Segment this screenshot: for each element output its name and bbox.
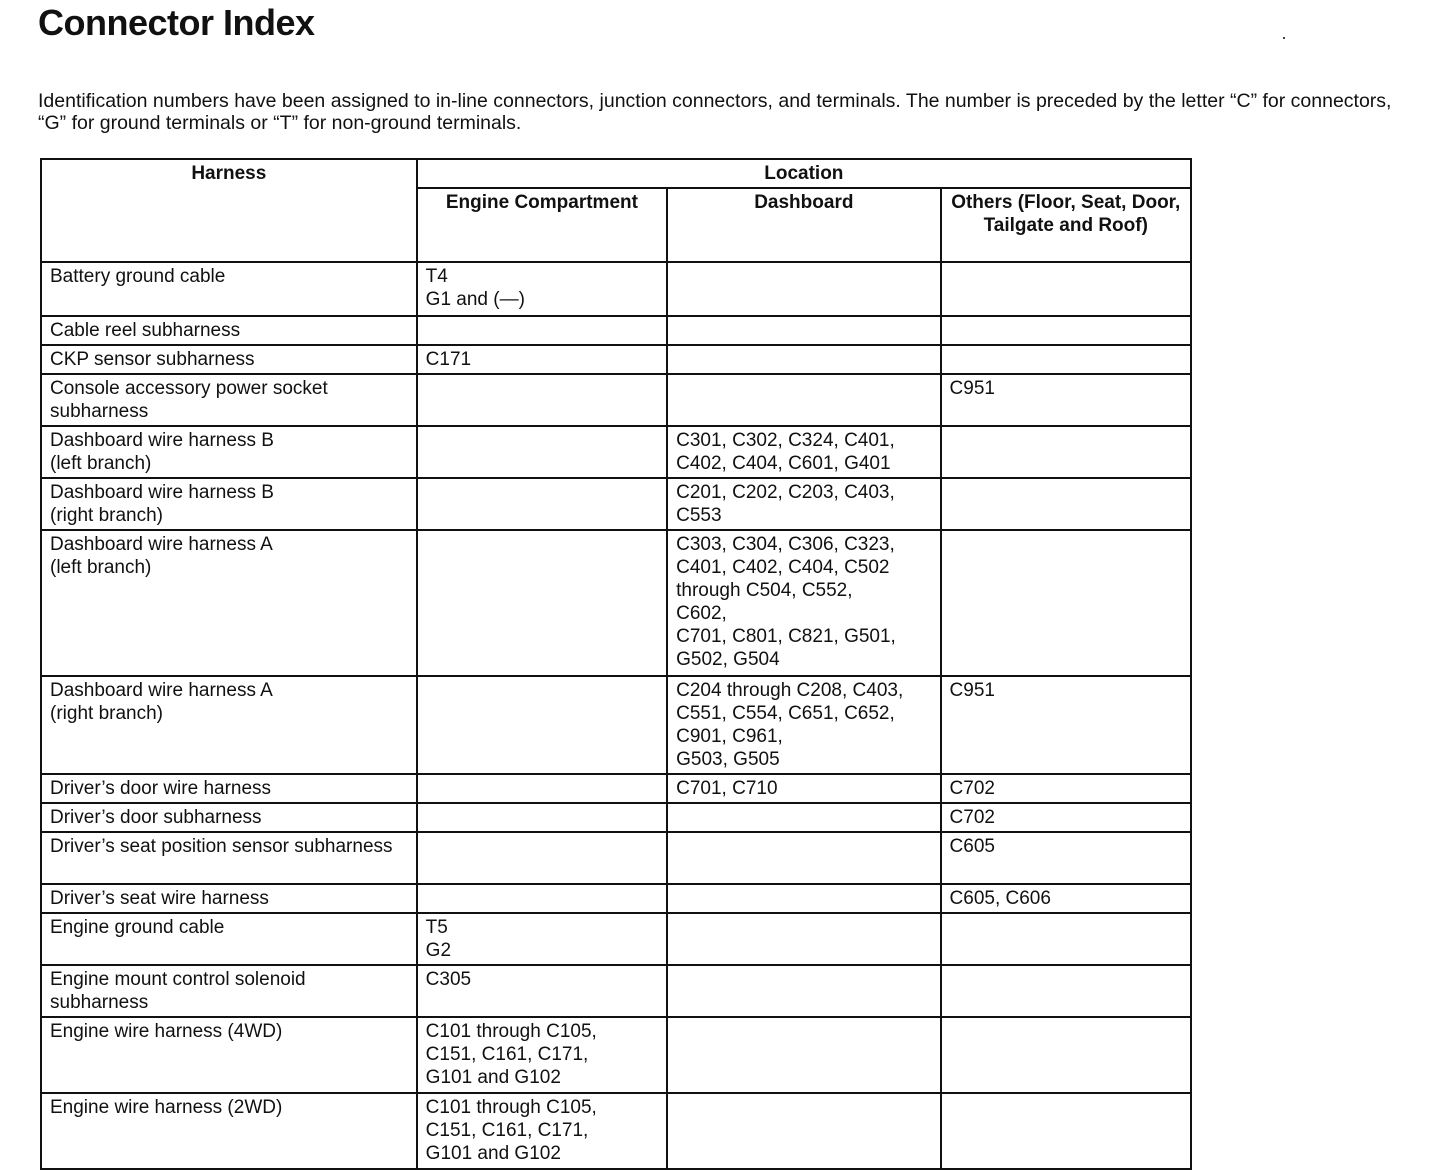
cell-dashboard bbox=[667, 832, 940, 884]
cell-engine bbox=[417, 478, 667, 530]
cell-engine bbox=[417, 530, 667, 676]
cell-dashboard bbox=[667, 374, 940, 426]
table-row bbox=[41, 803, 1191, 832]
cell-harness: Driver’s door wire harness bbox=[41, 774, 417, 803]
cell-harness: Driver’s seat position sensor subharness bbox=[41, 832, 417, 884]
cell-others: C951 bbox=[941, 676, 1191, 774]
cell-engine: T5 G2 bbox=[417, 913, 667, 965]
cell-engine: C305 bbox=[417, 965, 667, 1017]
cell-dashboard: C303, C304, C306, C323, C401, C402, C404, C502 through C504, C552, C602, C701, C801, C821, G501, G502, G504 bbox=[667, 530, 940, 676]
cell-engine bbox=[417, 803, 667, 832]
table-row bbox=[41, 676, 1191, 774]
cell-dashboard bbox=[667, 965, 940, 1017]
header-others: Others (Floor, Seat, Door, Tailgate and Roof) bbox=[941, 188, 1191, 262]
cell-others bbox=[941, 965, 1191, 1017]
cell-others bbox=[941, 262, 1191, 316]
cell-harness: Dashboard wire harness A (right branch) bbox=[41, 676, 417, 774]
cell-dashboard bbox=[667, 316, 940, 345]
cell-engine: C101 through C105, C151, C161, C171, G101 and G102 bbox=[417, 1017, 667, 1093]
cell-others: C702 bbox=[941, 774, 1191, 803]
cell-harness: Engine wire harness (2WD) bbox=[41, 1093, 417, 1169]
table-header bbox=[41, 159, 1191, 262]
cell-harness: Dashboard wire harness A (left branch) bbox=[41, 530, 417, 676]
cell-others bbox=[941, 316, 1191, 345]
cell-others bbox=[941, 426, 1191, 478]
cell-engine bbox=[417, 374, 667, 426]
header-dashboard: Dashboard bbox=[667, 188, 940, 262]
cell-dashboard bbox=[667, 1093, 940, 1169]
cell-others bbox=[941, 1017, 1191, 1093]
scan-speck bbox=[1283, 37, 1285, 39]
cell-others bbox=[941, 345, 1191, 374]
cell-harness: CKP sensor subharness bbox=[41, 345, 417, 374]
cell-others: C605, C606 bbox=[941, 884, 1191, 913]
cell-harness: Driver’s door subharness bbox=[41, 803, 417, 832]
cell-harness: Engine mount control solenoid subharness bbox=[41, 965, 417, 1017]
cell-engine bbox=[417, 676, 667, 774]
cell-engine bbox=[417, 426, 667, 478]
cell-engine bbox=[417, 774, 667, 803]
cell-others bbox=[941, 478, 1191, 530]
cell-harness: Driver’s seat wire harness bbox=[41, 884, 417, 913]
cell-others bbox=[941, 530, 1191, 676]
cell-others: C605 bbox=[941, 832, 1191, 884]
table-row bbox=[41, 345, 1191, 374]
cell-dashboard: C204 through C208, C403, C551, C554, C651, C652, C901, C961, G503, G505 bbox=[667, 676, 940, 774]
cell-dashboard: C301, C302, C324, C401, C402, C404, C601, G401 bbox=[667, 426, 940, 478]
cell-dashboard bbox=[667, 1017, 940, 1093]
cell-harness: Dashboard wire harness B (right branch) bbox=[41, 478, 417, 530]
table-body bbox=[41, 262, 1191, 1169]
table-row bbox=[41, 832, 1191, 884]
cell-others bbox=[941, 913, 1191, 965]
table-row bbox=[41, 316, 1191, 345]
table-row bbox=[41, 1093, 1191, 1169]
page-title: Connector Index bbox=[38, 2, 315, 43]
cell-engine: C171 bbox=[417, 345, 667, 374]
connector-index-table bbox=[40, 158, 1192, 1170]
table-row bbox=[41, 965, 1191, 1017]
cell-harness: Dashboard wire harness B (left branch) bbox=[41, 426, 417, 478]
cell-dashboard bbox=[667, 884, 940, 913]
cell-dashboard bbox=[667, 262, 940, 316]
cell-harness: Battery ground cable bbox=[41, 262, 417, 316]
cell-harness: Engine ground cable bbox=[41, 913, 417, 965]
cell-harness: Engine wire harness (4WD) bbox=[41, 1017, 417, 1093]
table-row bbox=[41, 913, 1191, 965]
cell-dashboard: C701, C710 bbox=[667, 774, 940, 803]
cell-engine: T4 G1 and (—) bbox=[417, 262, 667, 316]
header-engine-compartment: Engine Compartment bbox=[417, 188, 667, 262]
intro-paragraph: Identification numbers have been assigned to in-line connectors, junction connectors, and terminals. The number is preceded by the letter “C” for connectors, “G” for ground terminals or “T” for non-ground terminals. bbox=[38, 90, 1392, 134]
cell-engine: C101 through C105, C151, C161, C171, G101 and G102 bbox=[417, 1093, 667, 1169]
cell-harness: Console accessory power socket subharness bbox=[41, 374, 417, 426]
cell-dashboard bbox=[667, 913, 940, 965]
header-harness: Harness bbox=[41, 159, 417, 262]
cell-dashboard bbox=[667, 803, 940, 832]
cell-others: C951 bbox=[941, 374, 1191, 426]
cell-others: C702 bbox=[941, 803, 1191, 832]
table-row bbox=[41, 426, 1191, 478]
cell-engine bbox=[417, 316, 667, 345]
table-row bbox=[41, 774, 1191, 803]
table-row bbox=[41, 1017, 1191, 1093]
cell-harness: Cable reel subharness bbox=[41, 316, 417, 345]
cell-dashboard: C201, C202, C203, C403, C553 bbox=[667, 478, 940, 530]
table-row bbox=[41, 530, 1191, 676]
cell-others bbox=[941, 1093, 1191, 1169]
table-row bbox=[41, 374, 1191, 426]
header-location: Location bbox=[417, 159, 1191, 188]
cell-dashboard bbox=[667, 345, 940, 374]
cell-engine bbox=[417, 884, 667, 913]
table-row bbox=[41, 262, 1191, 316]
table-row bbox=[41, 884, 1191, 913]
table-row bbox=[41, 478, 1191, 530]
cell-engine bbox=[417, 832, 667, 884]
